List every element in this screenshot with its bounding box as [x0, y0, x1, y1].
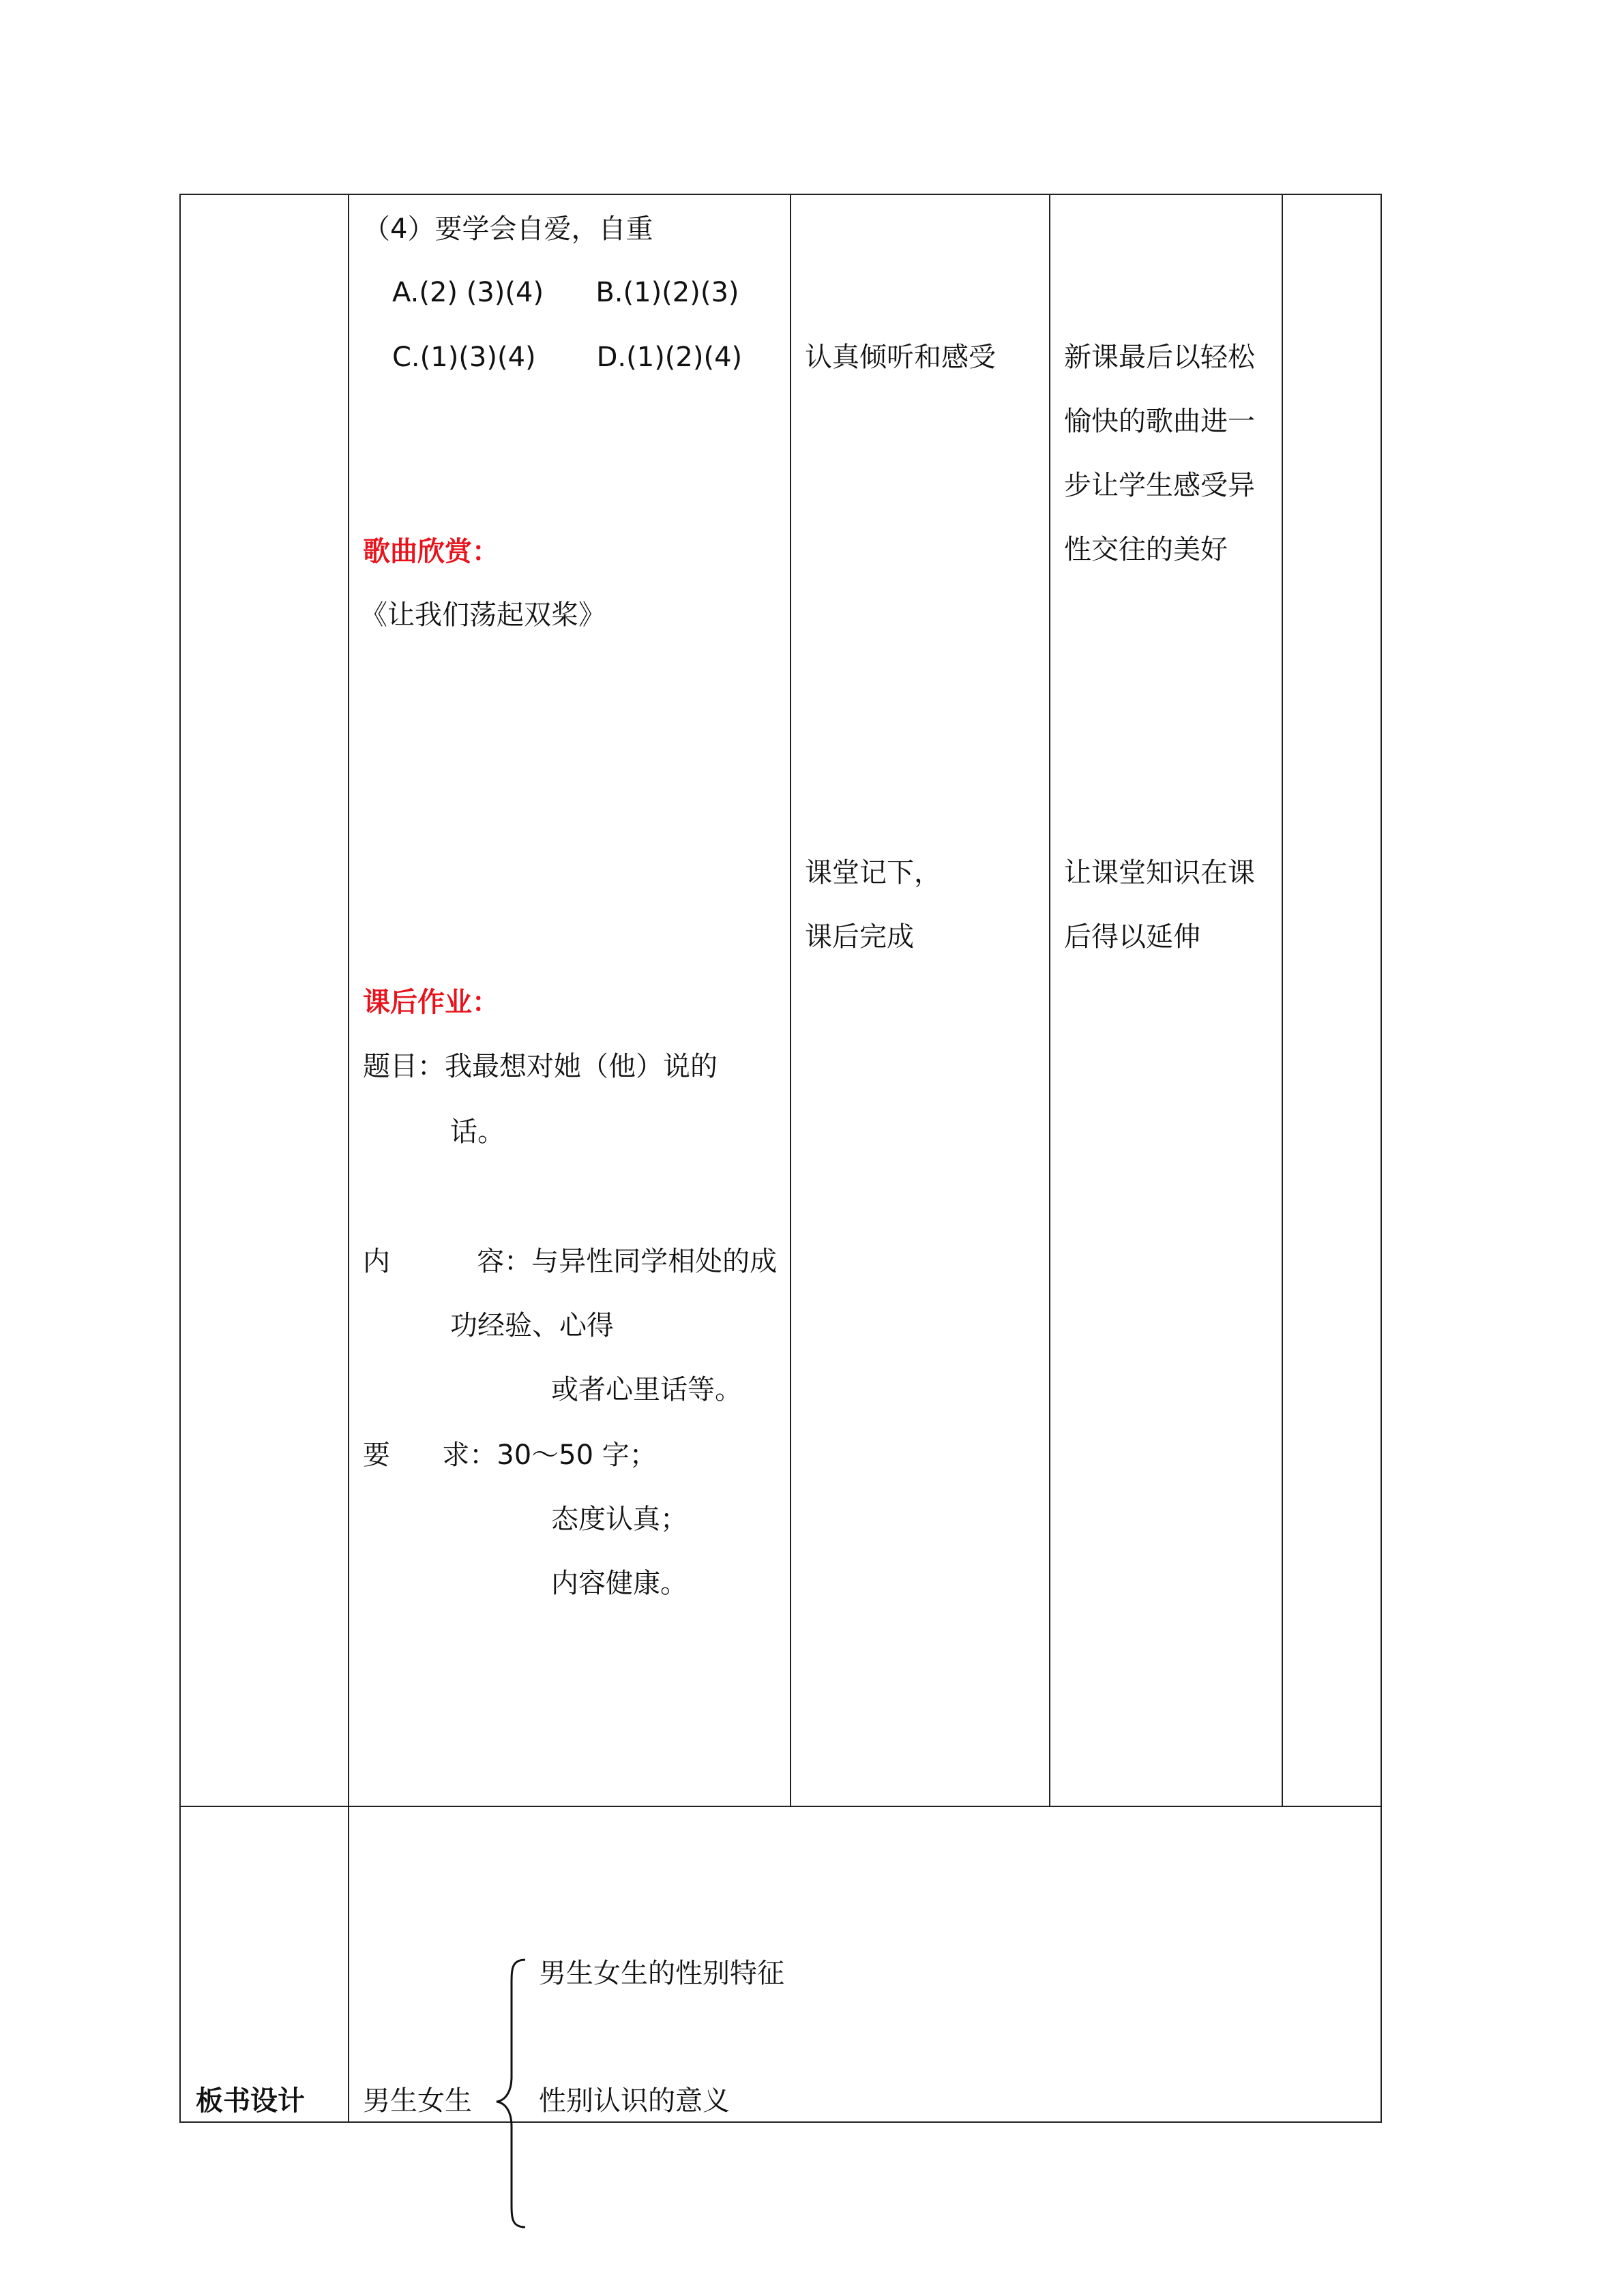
activity-song: 认真倾听和感受 — [805, 342, 996, 373]
blackboard-branch-1: 男生女生的性别特征 — [539, 1958, 784, 1989]
homework-topic-line1: 题目：我最想对她（他）说的 — [363, 1051, 718, 1082]
homework-topic-line2: 话。 — [450, 1116, 505, 1148]
intent-song-line2: 愉快的歌曲进一 — [1064, 406, 1255, 437]
table-col-divider-4 — [1282, 194, 1283, 1807]
homework-content-line3: 或者心里话等。 — [551, 1374, 742, 1405]
song-title: 《让我们荡起双桨》 — [360, 599, 606, 631]
intent-homework-line1: 让课堂知识在课 — [1064, 857, 1255, 889]
blackboard-branch-2: 性别认识的意义 — [539, 2085, 730, 2117]
table-right-border — [1381, 194, 1382, 2123]
table-col-divider-2 — [790, 194, 791, 1807]
curly-brace-icon — [491, 1957, 532, 2230]
activity-homework-line1: 课堂记下， — [805, 857, 941, 889]
table-left-border — [179, 194, 181, 2123]
homework-req-line3: 内容健康。 — [551, 1568, 688, 1599]
table-col-divider-3 — [1049, 194, 1050, 1807]
homework-req-line1: 要 求：30～50 字； — [363, 1440, 657, 1471]
homework-content-line2: 功经验、心得 — [450, 1310, 614, 1341]
intent-song-line1: 新课最后以轻松 — [1064, 342, 1255, 373]
activity-homework-line2: 课后完成 — [805, 921, 914, 953]
table-col-divider-1 — [348, 194, 349, 2123]
homework-heading: 课后作业： — [363, 987, 499, 1018]
blackboard-design-label: 板书设计 — [196, 2085, 305, 2117]
table-bottom-border — [179, 2121, 1381, 2123]
intent-song-line4: 性交往的美好 — [1064, 534, 1228, 565]
homework-req-line2: 态度认真； — [551, 1504, 688, 1535]
table-row-divider — [179, 1806, 1381, 1807]
intent-song-line3: 步让学生感受异 — [1064, 470, 1255, 501]
song-heading: 歌曲欣赏： — [363, 536, 499, 567]
homework-content-label: 内 容：与异性同学相处的成 — [363, 1246, 778, 1277]
choice-c-d: C.(1)(3)(4) D.(1)(2)(4) — [392, 342, 743, 373]
option-4-text: （4）要学会自爱，自重 — [363, 213, 653, 245]
intent-homework-line2: 后得以延伸 — [1064, 921, 1200, 953]
table-top-border — [179, 194, 1381, 195]
choice-a-b: A.(2) (3)(4) B.(1)(2)(3) — [392, 277, 739, 308]
blackboard-root: 男生女生 — [363, 2085, 472, 2117]
